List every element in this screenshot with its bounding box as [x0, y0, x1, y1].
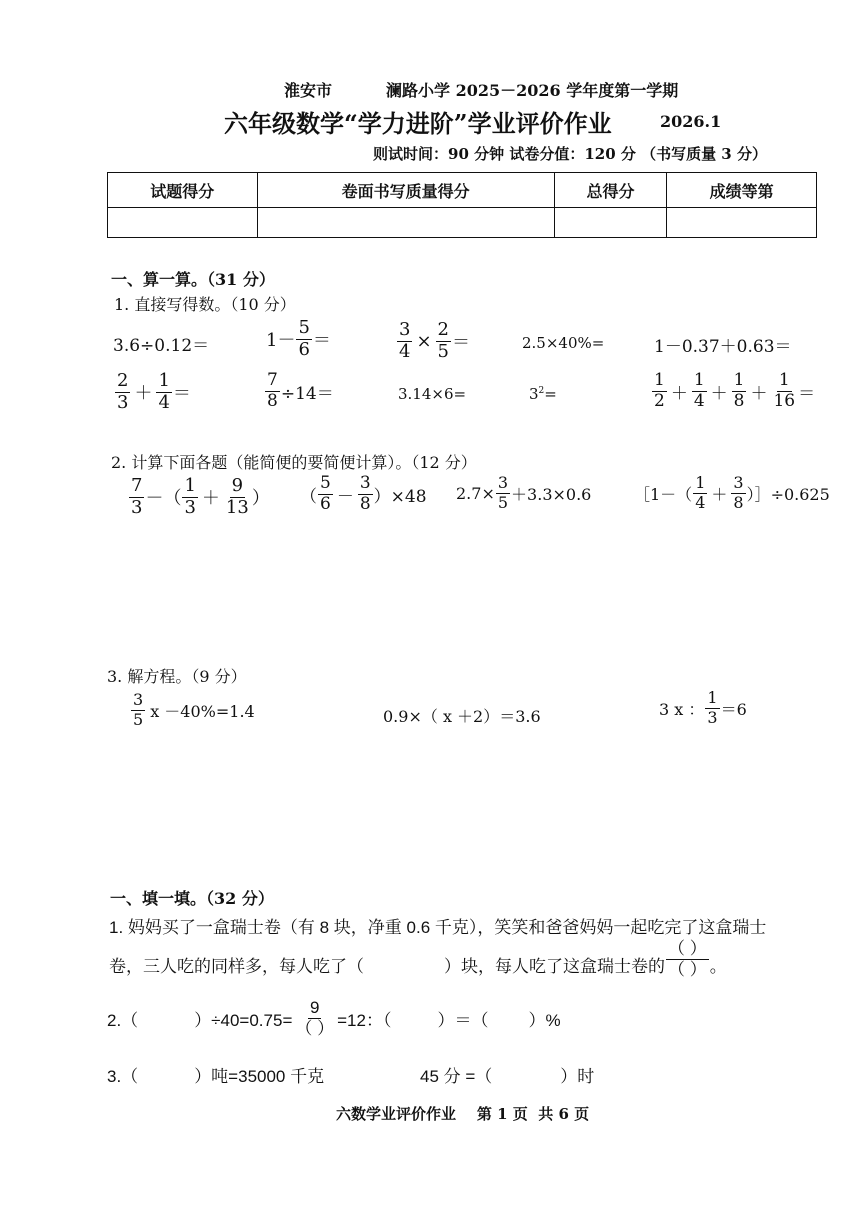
score-header-grade: 成绩等第	[667, 173, 817, 208]
exam-info: 则试时间：90 分钟 试卷分值：120 分 （书写质量 3 分）	[373, 145, 767, 163]
q3-label: 3. 解方程。（9 分）	[107, 667, 247, 686]
title-date: 2026.1	[660, 112, 722, 131]
q1-item-d: 2.5×40%=	[522, 334, 605, 352]
fill-q2-fraction[interactable]: $\frac{9}{( )}$	[295, 998, 335, 1038]
fill-q1-line1: 1. 妈妈买了一盒瑞士卷（有 8 块，净重 0.6 千克），笑笑和爸爸妈妈一起吃完了这盒瑞士	[109, 918, 767, 937]
fill-q2: 2.（ ）÷40=0.75= $\frac{9}{( )}$ =12：（ ）＝（ ）%	[107, 998, 561, 1038]
q2-item-b: （ $\frac{5}{6}$ － $\frac{3}{8}$ ）×48	[300, 473, 427, 514]
page-title: 六年级数学“学力进阶”学业评价作业	[224, 109, 612, 138]
q1-item-f: $\frac{2}{3}$ ＋ $\frac{1}{4}$ ＝	[117, 370, 191, 413]
score-header-total: 总得分	[554, 173, 667, 208]
q3-item-b: 0.9×（ x ＋2）＝3.6	[383, 707, 541, 726]
score-cell-total[interactable]	[554, 208, 667, 238]
q2-item-c: 2.7× $\frac{3}{5}$ ＋3.3×0.6	[456, 473, 592, 512]
score-header-handwriting: 卷面书写质量得分	[257, 173, 554, 208]
q2-item-d: ［1－（ $\frac{1}{4}$ ＋ $\frac{3}{8}$ ）］÷0.625	[634, 473, 830, 512]
fill-q1-fraction-blank[interactable]: $\frac{( )}{( )}$	[668, 939, 707, 979]
fill-q3-b: 45 分 =（ ）时	[420, 1067, 595, 1086]
q1-item-h: 3.14×6=	[398, 385, 467, 403]
q1-item-c: $\frac{3}{4}$ × $\frac{2}{5}$ ＝	[399, 319, 470, 362]
q3-item-c: 3 x ： $\frac{1}{3}$ ＝6	[659, 688, 747, 727]
q2-item-a: $\frac{7}{3}$ －（ $\frac{1}{3}$ ＋ $\frac{9}{13}$ ）	[131, 475, 270, 518]
score-cell-grade[interactable]	[667, 208, 817, 238]
q1-item-e: 1－0.37＋0.63＝	[654, 337, 792, 357]
q1-item-i: $3^2=$	[529, 385, 557, 403]
city-label: 淮安市	[284, 81, 333, 100]
score-table	[107, 172, 817, 238]
score-header-questions: 试题得分	[108, 173, 258, 208]
fill-q3-a: 3.（ ）吨=35000 千克	[107, 1067, 325, 1086]
section2-title: 一、填一填。（32 分）	[110, 889, 274, 908]
q1-label: 1. 直接写得数。（10 分）	[114, 295, 296, 314]
q2-label: 2. 计算下面各题（能简便的要简便计算）。（12 分）	[111, 453, 477, 472]
q1-item-g: $\frac{7}{8}$ ÷14＝	[267, 370, 334, 411]
q1-item-a: 3.6÷0.12＝	[113, 336, 210, 356]
score-cell-handwriting[interactable]	[257, 208, 554, 238]
fill-q1-line2: 卷，三人吃的同样多，每人吃了（ ）块，每人吃了这盒瑞士卷的 $\frac{( )}{( )}$ 。	[109, 939, 727, 979]
q3-item-a: $\frac{3}{5}$ x －40%=1.4	[133, 690, 255, 729]
score-cell-questions[interactable]	[108, 208, 258, 238]
q1-item-j: $\frac{1}{2}$ ＋ $\frac{1}{4}$ ＋ $\frac{1}{8}$ ＋ $\frac{1}{16}$ ＝	[654, 370, 816, 411]
page-footer: 六数学业评价作业 第 1 页 共 6 页	[336, 1105, 590, 1123]
school-term-label: 澜路小学 2025－2026 学年度第一学期	[386, 81, 679, 100]
q1-item-b: 1－ $\frac{5}{6}$ ＝	[266, 317, 331, 360]
section1-title: 一、算一算。（31 分）	[111, 270, 275, 289]
